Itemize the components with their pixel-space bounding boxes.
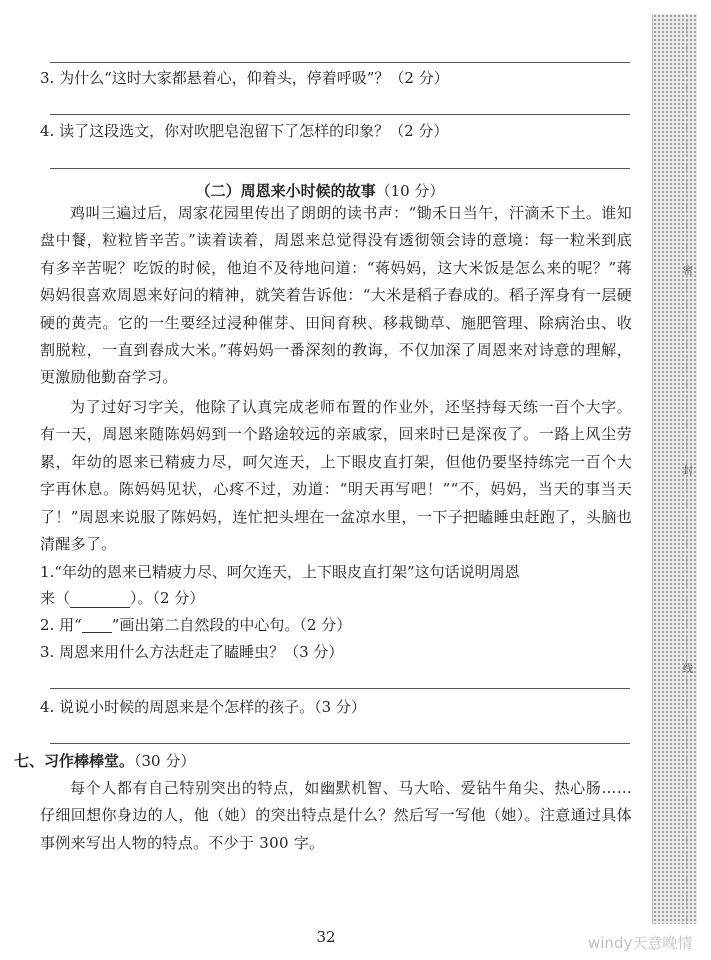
answer-line — [50, 743, 630, 744]
question-3: 3. 周恩来用什么方法赶走了瞌睡虫？（3 分） — [40, 643, 344, 661]
q2-prefix: 2. 用“ — [40, 616, 82, 634]
section-seven-title: 七、习作棒棒堂。 — [14, 752, 135, 770]
margin-label-xian: 线 — [683, 664, 693, 675]
question-1-line2 — [40, 588, 204, 608]
answer-line — [50, 114, 630, 115]
watermark: windy天意晚情 — [588, 934, 693, 952]
question-3-top: 3. 为什么“这时大家都悬着心，仰着头，停着呼吸”？（2 分） — [40, 69, 449, 87]
writing-prompt: 每个人都有自己特别突出的特点，如幽默机智、马大哈、爱钻牛角尖、热心肠……仔细回想你身边的人，他（她）的突出特点是什么？然后写一写他（她）。注意通过具体事例来写出人物的特点。不少于 300 字。 — [40, 779, 632, 852]
answer-line — [50, 62, 630, 63]
margin-label-mi: 密 — [683, 266, 693, 277]
underline-mark — [82, 620, 112, 633]
passage-paragraph-1: 鸡叫三遍过后，周家花园里传出了朗朗的读书声：“锄禾日当午，汗滴禾下土。谁知盘中餐，粒粒皆辛苦。”读着读着，周恩来总觉得没有透彻领会诗的意境：每一粒米到底有多辛苦呢？吃饭的时候，他迫不及待地问道：“蒋妈妈，这大米饭是怎么来的呢？”蒋妈妈很喜欢周恩来好问的精神，就笑着告诉他：“大米是稻子舂成的。稻子浑身有一层硬硬的黄壳。它的一生要经过浸种催芽、田间育秧、移栽锄草、施肥管理、除病治虫、收割脱粒，一直到舂成大米。”蒋妈妈一番深刻的教诲，不仅加深了周恩来对诗意的理解，更激励他勤奋学习。 — [40, 204, 632, 387]
passage-paragraph-2: 为了过好习字关，他除了认真完成老师布置的作业外，还坚持每天练一百个大字。有一天，周恩来随陈妈妈到一个路途较远的亲戚家，回来时已是深夜了。一路上风尘劳累，年幼的恩来已精疲力尽，呵欠连天，上下眼皮直打架，但他仍要坚持练完一百个大字再休息。陈妈妈见状，心疼不过，劝道：“明天再写吧！”“不，妈妈，当天的事当天了！”周恩来说服了陈妈妈，连忙把头埋在一盆凉水里，一下子把瞌睡虫赶跑了，头脑也清醒多了。 — [40, 398, 632, 554]
question-2 — [40, 615, 351, 635]
q1-prefix: 来（ — [40, 589, 71, 607]
margin-label-feng: 封 — [683, 466, 693, 477]
passage-score: （10 分） — [375, 182, 445, 200]
question-4-top: 4. 读了这段选文，你对吹肥皂泡留下了怎样的印象？（2 分） — [40, 122, 449, 140]
q1-suffix: ）。（2 分） — [130, 589, 205, 607]
section-seven-score: （30 分） — [134, 752, 196, 770]
question-4: 4. 说说小时候的周恩来是个怎样的孩子。（3 分） — [40, 698, 366, 716]
answer-line — [50, 168, 630, 169]
section-seven-heading — [14, 751, 195, 771]
fill-in-blank[interactable] — [70, 593, 130, 608]
q2-suffix: ”画出第二自然段的中心句。（2 分） — [111, 616, 352, 634]
answer-line — [50, 688, 630, 689]
page-number: 32 — [316, 928, 336, 946]
passage-title — [0, 180, 640, 201]
passage-title-text: （二）周恩来小时候的故事 — [195, 182, 376, 200]
question-1-line1: 1.“年幼的恩来已精疲力尽、呵欠连天，上下眼皮直打架”这句话说明周恩 — [40, 563, 520, 581]
